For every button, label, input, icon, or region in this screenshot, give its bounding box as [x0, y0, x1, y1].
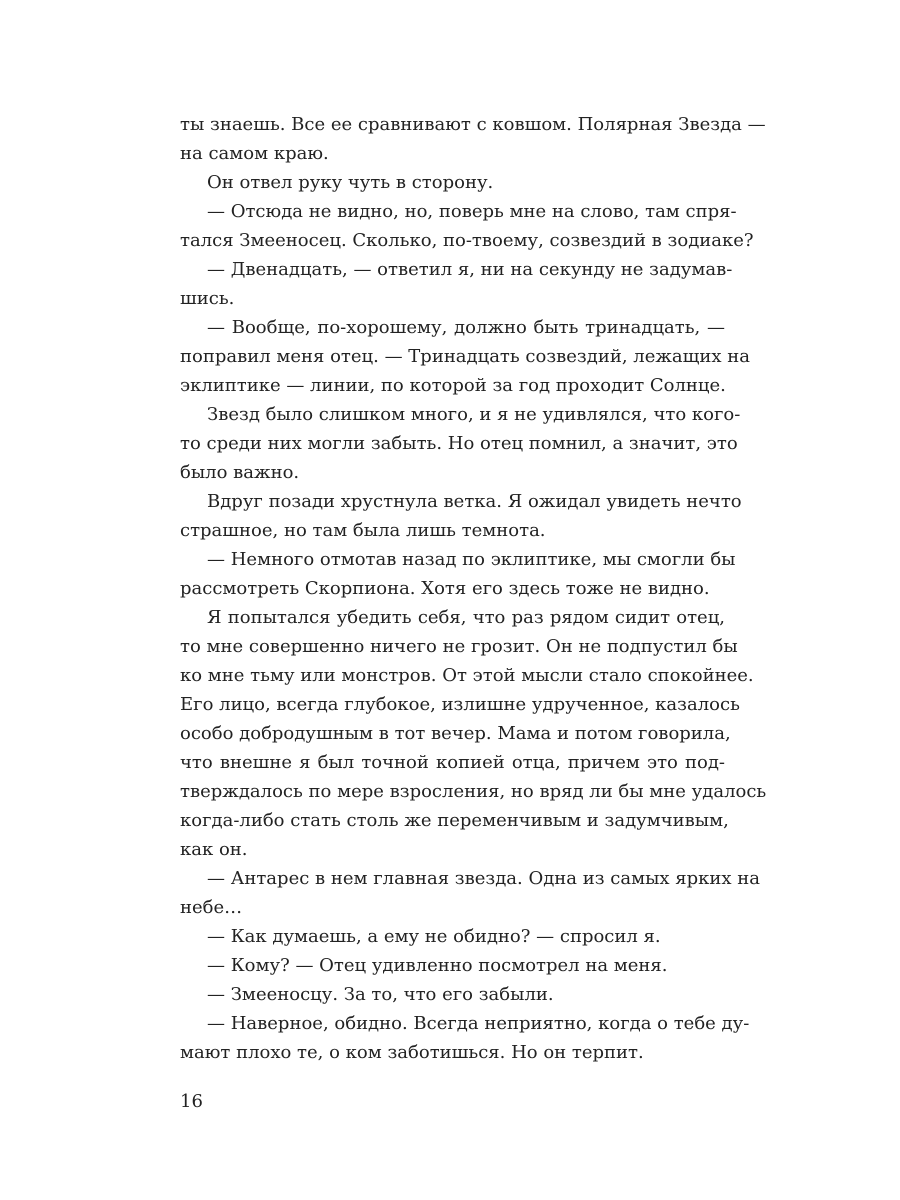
text-line: — Отсюда не видно, но, поверь мне на слово, там спря-	[207, 201, 737, 222]
text-line: когда-либо стать столь же переменчивым и задумчивым,	[180, 810, 729, 831]
text-line: на самом краю.	[180, 143, 329, 164]
text-line: ко мне тьму или монстров. От этой мысли стало спокойнее.	[180, 665, 754, 686]
text-line: — Антарес в нем главная звезда. Одна из самых ярких на	[207, 868, 761, 889]
text-line: — Змееносцу. За то, что его забыли.	[207, 984, 554, 1005]
text-line: — Кому? — Отец удивленно посмотрел на меня.	[207, 955, 668, 976]
text-line: — Немного отмотав назад по эклиптике, мы смогли бы	[207, 549, 736, 570]
text-line: мают плохо те, о ком заботишься. Но он терпит.	[180, 1042, 644, 1063]
text-line: ты знаешь. Все ее сравнивают с ковшом. Полярная Звезда —	[180, 114, 766, 135]
text-line: эклиптике — линии, по которой за год проходит Солнце.	[180, 375, 726, 396]
text-line: рассмотреть Скорпиона. Хотя его здесь тоже не видно.	[180, 578, 710, 599]
text-line: тверждалось по мере взросления, но вряд ли бы мне удалось	[180, 781, 767, 802]
text-line: Он отвел руку чуть в сторону.	[207, 172, 494, 193]
page-number: 16	[180, 1091, 203, 1112]
text-line: страшное, но там была лишь темнота.	[180, 520, 546, 541]
text-line: как он.	[180, 839, 248, 860]
text-line: особо добродушным в тот вечер. Мама и потом говорила,	[180, 723, 731, 744]
text-line: то мне совершенно ничего не грозит. Он не подпустил бы	[180, 636, 738, 657]
text-line: небе…	[180, 897, 243, 918]
text-line: тался Змееносец. Сколько, по-твоему, созвездий в зодиаке?	[180, 230, 754, 251]
text-line: поправил меня отец. — Тринадцать созвездий, лежащих на	[180, 346, 750, 367]
text-line: что внешне я был точной копией отца, причем это под-	[180, 752, 725, 773]
text-line: — Двенадцать, — ответил я, ни на секунду не задумав-	[207, 259, 733, 280]
text-line: — Наверное, обидно. Всегда неприятно, когда о тебе ду-	[207, 1013, 750, 1034]
text-line: Его лицо, всегда глубокое, излишне удрученное, казалось	[180, 694, 740, 715]
text-line: то среди них могли забыть. Но отец помнил, а значит, это	[180, 433, 738, 454]
text-line: Я попытался убедить себя, что раз рядом сидит отец,	[207, 607, 725, 628]
text-line: — Как думаешь, а ему не обидно? — спросил я.	[207, 926, 661, 947]
text-line: — Вообще, по-хорошему, должно быть тринадцать, —	[207, 317, 725, 338]
text-line: Вдруг позади хрустнула ветка. Я ожидал увидеть нечто	[207, 491, 742, 512]
text-line: было важно.	[180, 462, 300, 483]
text-line: Звезд было слишком много, и я не удивлялся, что кого-	[207, 404, 741, 425]
text-line: шись.	[180, 288, 235, 309]
body-text	[180, 110, 767, 1067]
